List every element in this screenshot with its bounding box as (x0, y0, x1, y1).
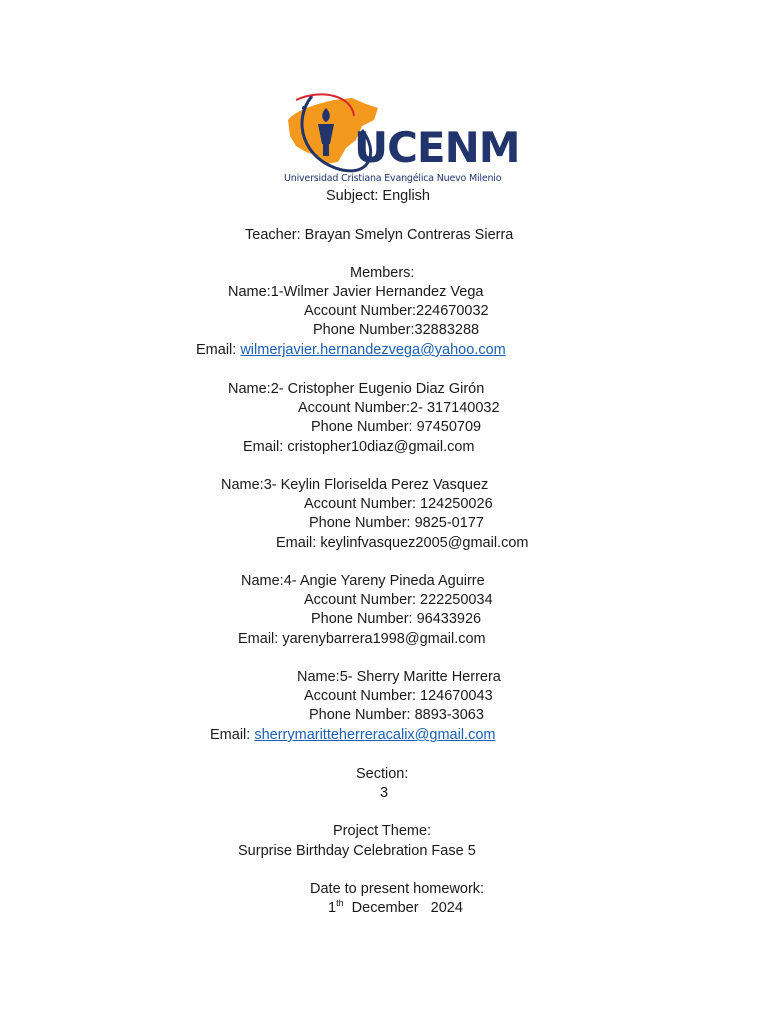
member-3-email: keylinfvasquez2005@gmail.com (320, 535, 529, 551)
member-5-name: Name:5- Sherry Maritte Herrera (297, 669, 501, 685)
section-label: Section: (356, 766, 409, 782)
member-2-email: cristopher10diaz@gmail.com (287, 439, 475, 455)
email-label: Email: (210, 727, 255, 743)
subject-line: Subject: English (326, 188, 430, 204)
member-2-name: Name:2- Cristopher Eugenio Diaz Girón (228, 381, 485, 397)
member-3-name: Name:3- Keylin Floriselda Perez Vasquez (221, 477, 489, 493)
member-2-account: Account Number:2- 317140032 (298, 400, 500, 416)
member-2-phone: Phone Number: 97450709 (311, 419, 482, 435)
email-label: Email: (238, 631, 283, 647)
section-value: 3 (380, 785, 389, 801)
date-label: Date to present homework: (310, 881, 485, 897)
theme-label: Project Theme: (333, 823, 432, 839)
member-1-email-link[interactable]: wilmerjavier.hernandezvega@yahoo.com (240, 342, 506, 358)
member-4-phone: Phone Number: 96433926 (311, 611, 482, 627)
member-5-account: Account Number: 124670043 (304, 688, 493, 704)
member-4-email: yarenybarrera1998@gmail.com (282, 631, 486, 647)
member-2-email-line (243, 438, 475, 456)
member-1-email-line (196, 341, 506, 359)
logo-tagline: Universidad Cristiana Evangélica Nuevo Milenio (284, 173, 502, 184)
email-label: Email: (276, 535, 321, 551)
date-suffix: th (336, 898, 344, 909)
logo-wordmark: UCENM (354, 123, 520, 172)
member-4-name: Name:4- Angie Yareny Pineda Aguirre (241, 573, 485, 589)
date-value (328, 899, 463, 917)
member-5-email-link[interactable]: sherrymaritteherreracalix@gmail.com (254, 727, 496, 743)
member-3-phone: Phone Number: 9825-0177 (309, 515, 484, 531)
member-3-account: Account Number: 124250026 (304, 496, 493, 512)
member-5-phone: Phone Number: 8893-3063 (309, 707, 484, 723)
theme-value: Surprise Birthday Celebration Fase 5 (238, 843, 476, 859)
member-1-phone: Phone Number:32883288 (313, 322, 480, 338)
member-5-email-line (210, 726, 495, 744)
email-label: Email: (243, 439, 288, 455)
members-heading: Members: (350, 265, 415, 281)
member-1-name: Name:1-Wilmer Javier Hernandez Vega (228, 284, 484, 300)
date-rest: December 2024 (351, 900, 463, 916)
teacher-line: Teacher: Brayan Smelyn Contreras Sierra (245, 227, 514, 243)
ucenm-logo (282, 90, 520, 186)
email-label: Email: (196, 342, 241, 358)
member-4-email-line (238, 630, 486, 648)
member-4-account: Account Number: 222250034 (304, 592, 493, 608)
date-day: 1 (328, 900, 337, 916)
member-3-email-line (276, 534, 528, 552)
member-1-account: Account Number:224670032 (304, 303, 489, 319)
